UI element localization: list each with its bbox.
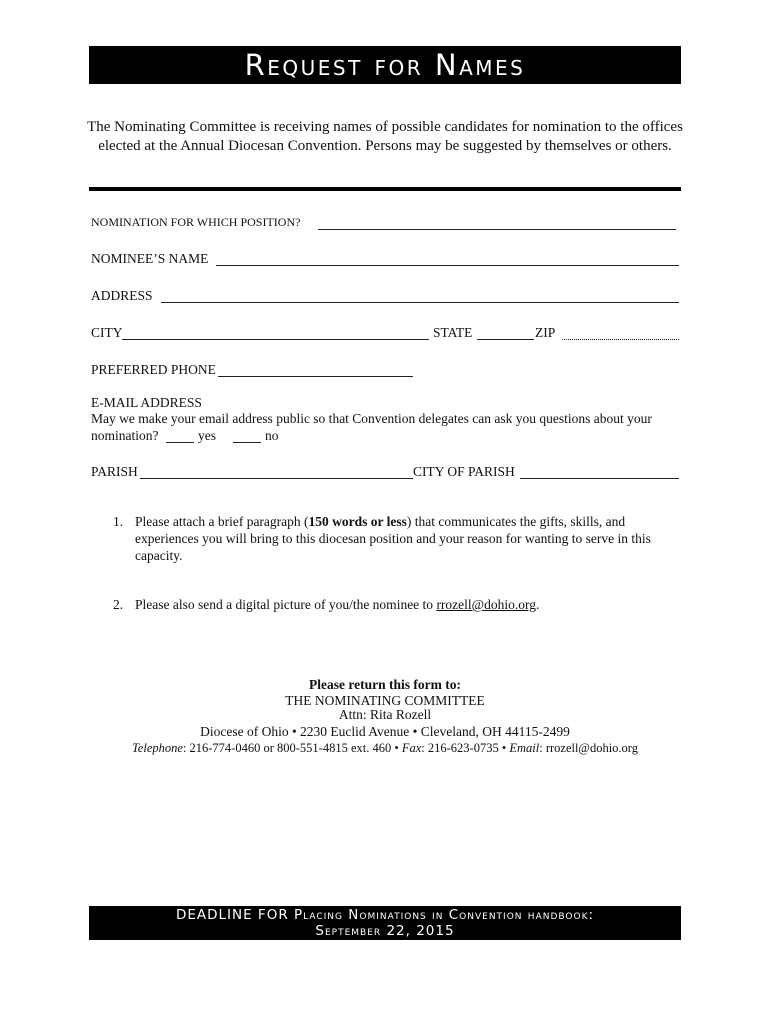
item-2-end: . xyxy=(535,597,540,612)
no-blank[interactable] xyxy=(233,442,261,443)
city-of-parish-field[interactable] xyxy=(520,478,679,479)
nominee-name-label: NOMINEE’S NAME xyxy=(91,251,209,266)
divider-rule xyxy=(89,187,681,191)
email-contact-label: Email xyxy=(509,741,540,755)
item-1-post: ) that communicates the gifts, skills, and xyxy=(406,514,626,529)
return-heading: Please return this form to: xyxy=(309,677,461,692)
email-contact-value: : rrozell@dohio.org xyxy=(539,741,638,755)
address-line: Diocese of Ohio • 2230 Euclid Avenue • Cleveland, OH 44115-2499 xyxy=(200,724,570,739)
telephone-value: : 216-774-0460 or 800-551-4815 ext. 460 • xyxy=(182,741,402,755)
deadline-line-1: DEADLINE FOR Placing Nominations in Convention handbook: xyxy=(175,907,595,923)
no-label: no xyxy=(265,428,279,443)
item-2-text xyxy=(135,596,695,613)
item-2-label: Please also send a digital picture of you/the nominee to xyxy=(135,597,434,612)
item-2-number: 2. xyxy=(113,597,124,612)
city-label: CITY xyxy=(91,325,123,340)
phone-field[interactable] xyxy=(218,376,413,377)
committee-name: THE NOMINATING COMMITTEE xyxy=(285,693,485,708)
city-field[interactable] xyxy=(122,339,429,340)
title-banner xyxy=(89,46,681,84)
address-label: ADDRESS xyxy=(91,288,153,303)
attn-line: Attn: Rita Rozell xyxy=(338,707,432,722)
deadline-banner xyxy=(89,906,681,940)
intro-paragraph: The Nominating Committee is receiving names of possible candidates for nomination to the offices elected at the Annual Diocesan Convention. Persons may be suggested by themselves or others. xyxy=(87,119,683,154)
item-1-text xyxy=(135,513,695,564)
page-title: Request for Names xyxy=(244,48,526,82)
item-1-pre: Please attach a brief paragraph ( xyxy=(135,514,309,529)
fax-label: Fax xyxy=(401,741,422,755)
state-label: STATE xyxy=(433,325,473,340)
fax-value: : 216-623-0735 • xyxy=(421,741,510,755)
item-1-line3: capacity. xyxy=(135,548,183,563)
parish-field[interactable] xyxy=(140,478,413,479)
email-label: E-MAIL ADDRESS xyxy=(91,395,202,410)
state-field[interactable] xyxy=(477,339,534,340)
address-field[interactable] xyxy=(161,302,679,303)
contact-line xyxy=(90,740,680,756)
item-1-line2: experiences you will bring to this diocesan position and your reason for wanting to serve in this xyxy=(135,531,651,546)
position-field[interactable] xyxy=(318,229,676,230)
phone-label: PREFERRED PHONE xyxy=(91,362,216,377)
zip-label: ZIP xyxy=(535,325,556,340)
yes-label: yes xyxy=(198,428,216,443)
yes-blank[interactable] xyxy=(166,442,194,443)
city-of-parish-label: CITY OF PARISH xyxy=(413,464,515,479)
email-public-question-cont: nomination? xyxy=(91,428,159,443)
item-1-bold: 150 words or less xyxy=(308,514,407,529)
email-public-question: May we make your email address public so that Convention delegates can ask you questions about your xyxy=(91,411,652,426)
zip-field[interactable] xyxy=(562,339,679,340)
parish-label: PARISH xyxy=(91,464,138,479)
position-label: NOMINATION FOR WHICH POSITION? xyxy=(91,215,301,229)
email-link[interactable]: rrozell@dohio.org xyxy=(436,597,536,612)
item-1-number: 1. xyxy=(113,514,124,529)
deadline-line-2: September 22, 2015 xyxy=(315,923,455,939)
telephone-label: Telephone xyxy=(132,741,183,755)
nominee-name-field[interactable] xyxy=(216,265,679,266)
